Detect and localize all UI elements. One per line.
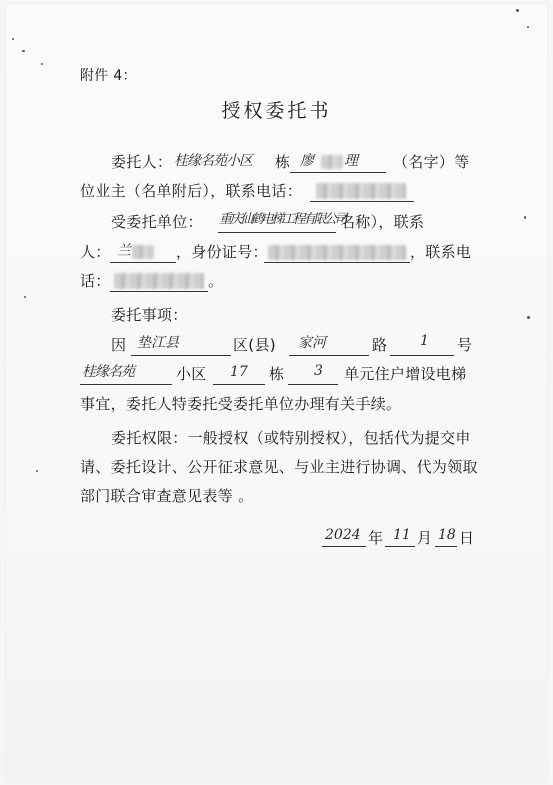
agent-id-line: [264, 262, 410, 263]
agent-phone-line: [110, 291, 208, 292]
day-line: [435, 546, 457, 547]
matter-label: 委托事项：: [111, 306, 188, 324]
redacted-person: [132, 245, 154, 259]
unit-line: [288, 384, 338, 385]
matter-line3: 事宜，委托人特委托受委托单位办理有关手续。: [80, 395, 402, 413]
principal-phone-line: [310, 201, 414, 202]
redacted-name: [321, 155, 343, 169]
authority-line1: 委托权限：一般授权（或特别授权），包括代为提交申: [111, 429, 471, 447]
document-title: 授权委托书: [221, 100, 332, 122]
matter-prefix: 因: [111, 336, 127, 354]
scan-speck: [516, 9, 519, 12]
district-handwritten: 垫江县: [137, 335, 179, 351]
agent-phone-end: 。: [208, 272, 224, 290]
estate-word: 小区: [176, 365, 207, 383]
agent-person-label: 人：: [80, 243, 111, 261]
scan-speck: [41, 63, 43, 65]
redacted-id-number: [268, 245, 406, 260]
unit-word: 单元住户增设电梯: [344, 365, 467, 383]
scan-speck: [527, 316, 530, 319]
estate-line: [80, 384, 172, 385]
scan-speck: [524, 216, 526, 219]
estate-handwritten: 桂缘名苑: [82, 364, 134, 380]
principal-name-handwritten: 廖: [300, 153, 314, 169]
authority-line2: 请、委托设计、公开征求意见、与业主进行协调、代为领取: [80, 458, 478, 476]
principal-building-word: 栋: [275, 153, 291, 171]
district-word: 区(县): [233, 336, 276, 354]
agent-unit-line: [218, 232, 336, 233]
agent-phone-label: ，联系电: [410, 243, 472, 261]
number-word: 号: [457, 336, 473, 354]
attachment-label: 附件 4：: [80, 68, 137, 84]
scan-speck: [24, 296, 26, 298]
day-handwritten: 18: [438, 527, 456, 543]
agent-phone-prefix: 话：: [80, 272, 111, 290]
agent-person-line: [110, 262, 176, 263]
district-line: [131, 355, 231, 356]
building-word: 栋: [269, 365, 285, 383]
authority-line3: 部门联合审查意见表等 。: [80, 487, 254, 505]
building-handwritten: 17: [230, 364, 248, 380]
scan-speck: [36, 470, 38, 472]
redacted-phone: [316, 183, 406, 199]
road-line: [289, 355, 369, 356]
scan-speck: [12, 38, 14, 40]
month-line: [385, 546, 415, 547]
year-line: [322, 546, 366, 547]
scan-speck: [22, 50, 25, 52]
number-handwritten: 1: [420, 333, 429, 349]
principal-name-tail-handwritten: 理: [344, 153, 358, 169]
unit-handwritten: 3: [314, 363, 323, 379]
agent-unit-label: 受委托单位：: [111, 213, 203, 231]
agent-unit-suffix: 名称），联系: [340, 213, 425, 231]
building-line: [213, 384, 265, 385]
year-handwritten: 2024: [325, 527, 361, 543]
agent-id-label: ，身份证号：: [176, 243, 268, 261]
agent-person-handwritten: 兰: [117, 243, 131, 259]
scan-speck: [527, 26, 529, 28]
principal-phone-label: 位业主（名单附后），联系电话：: [80, 182, 303, 200]
number-line: [390, 355, 454, 356]
road-handwritten: 家河: [298, 335, 326, 351]
month-word: 月: [417, 529, 433, 547]
principal-name-line: [290, 172, 386, 173]
month-handwritten: 11: [393, 527, 411, 543]
road-word: 路: [372, 336, 388, 354]
principal-building-handwritten: 桂缘名苑小区: [174, 153, 252, 169]
principal-name-suffix: （名字）等: [393, 153, 470, 171]
agent-unit-handwritten: 重庆仙鹤电梯工程有限公司: [219, 212, 346, 227]
day-word: 日: [459, 529, 475, 547]
principal-label: 委托人：: [111, 153, 173, 171]
redacted-agent-phone: [114, 273, 204, 289]
year-word: 年: [368, 529, 384, 547]
